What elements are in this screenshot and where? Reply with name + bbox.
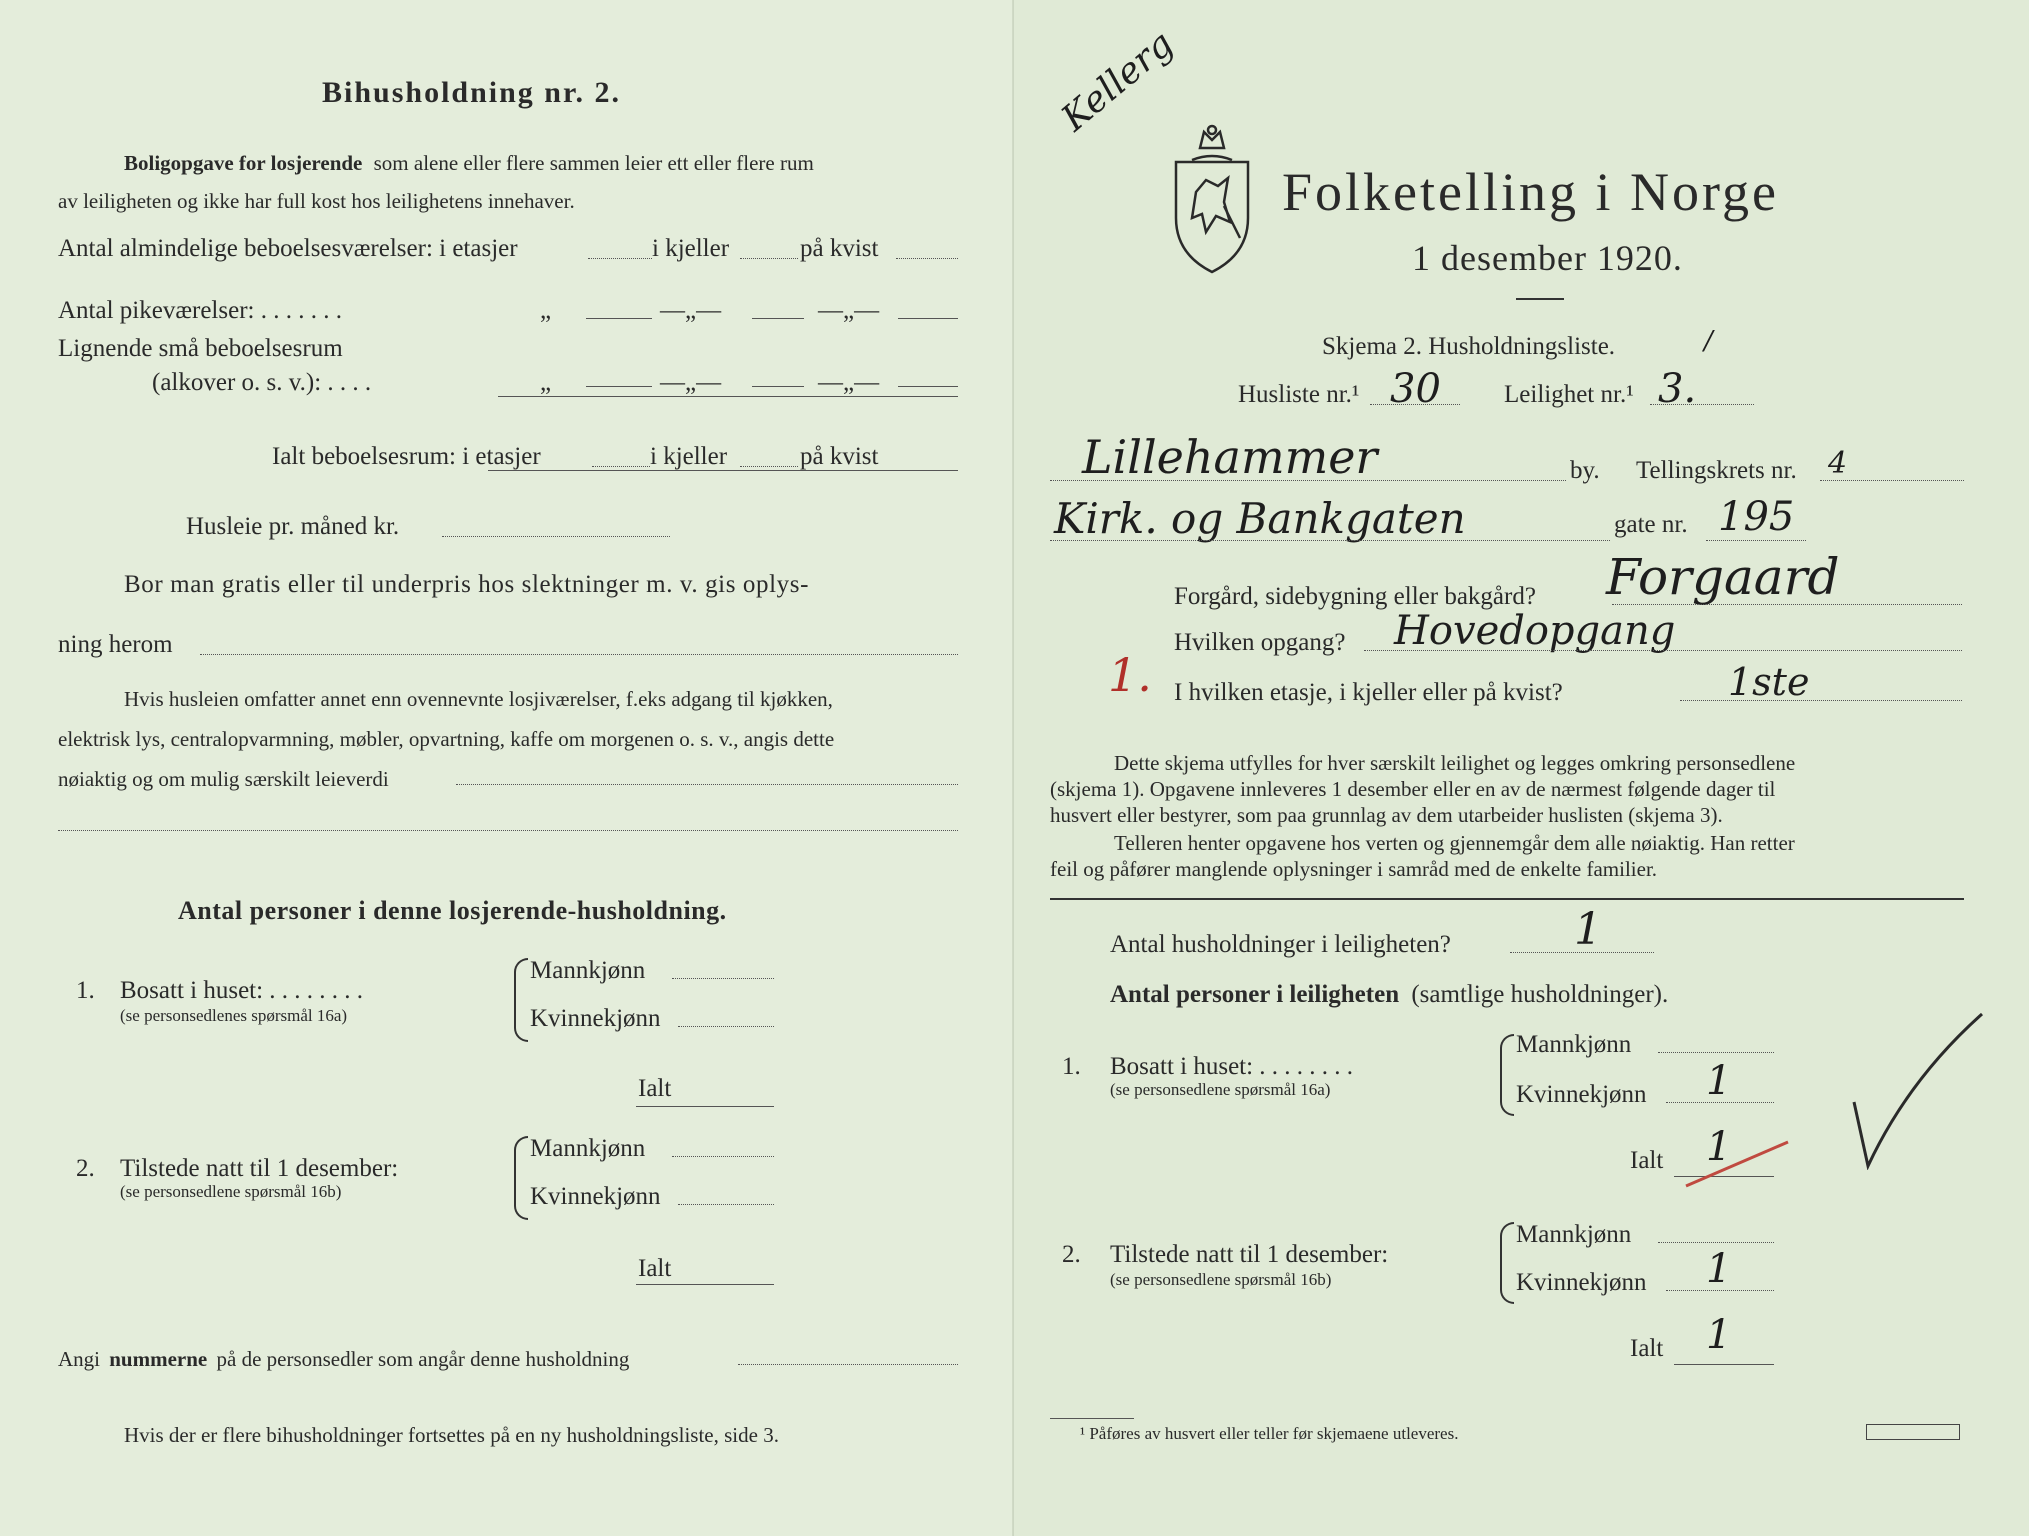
q1-brace	[514, 958, 528, 1042]
lign-kvist-field[interactable]	[898, 386, 958, 387]
angi-bold: nummerne	[109, 1347, 208, 1371]
husleie-label: Husleie pr. måned kr.	[186, 513, 400, 540]
tellingskrets-field[interactable]	[1820, 480, 1964, 481]
lignende-label-2: (alkover o. s. v.): . . . .	[152, 369, 372, 396]
lignende-total-line	[498, 396, 958, 397]
q1-mannkjonn-field[interactable]	[1658, 1052, 1774, 1053]
kjeller-field[interactable]	[740, 258, 798, 259]
q2-ialt-label: Ialt	[1630, 1335, 1664, 1362]
tellingskrets-value: 4	[1828, 446, 1848, 481]
q2-number: 2.	[76, 1155, 95, 1182]
opgang-value: Hovedopgang	[1394, 608, 1676, 654]
leilighet-field[interactable]	[1650, 404, 1754, 405]
dash-ditto: —„—	[818, 369, 880, 396]
info-line-5: feil og påfører manglende oplysninger i samråd med de enkelte familier.	[1050, 857, 1658, 881]
tellingskrets-label: Tellingskrets nr.	[1636, 457, 1797, 484]
antal-husholdninger-label: Antal husholdninger i leiligheten?	[1110, 931, 1451, 958]
q1-brace	[1500, 1034, 1514, 1116]
q1-label: Bosatt i huset: . . . . . . . .	[1110, 1053, 1354, 1080]
by-field[interactable]	[1050, 480, 1566, 481]
hvis-line-1: Hvis husleien omfatter annet enn ovennevnte losjiværelser, f.eks adgang til kjøkken,	[124, 687, 833, 711]
lign-etasjer-field[interactable]	[586, 386, 652, 387]
q1-kvinnekjonn-value: 1	[1706, 1058, 1732, 1104]
q1-ialt-value: 1	[1706, 1124, 1732, 1170]
margin-note: 1.	[1108, 648, 1152, 702]
nummerne-field[interactable]	[738, 1364, 958, 1365]
leilighet-value: 3.	[1658, 366, 1697, 412]
q2-sub: (se personsedlene spørsmål 16b)	[1110, 1270, 1332, 1289]
q1-number: 1.	[1062, 1053, 1081, 1080]
intro-line-1	[124, 150, 814, 176]
gate-nr-value: 195	[1718, 494, 1795, 540]
forgaard-field[interactable]	[1612, 604, 1962, 605]
left-heading: Bihusholdning nr. 2.	[322, 76, 622, 109]
gate-value: Kirk. og Bankgaten	[1054, 494, 1466, 543]
antal-personer-rest: (samtlige husholdninger).	[1411, 981, 1669, 1008]
corner-annotation: Kellerg	[1054, 23, 1182, 140]
by-label: by.	[1570, 457, 1600, 484]
check-mark-icon	[1848, 1010, 1988, 1170]
info-line-3: husvert eller bestyrer, som paa grunnlag av dem utarbeider huslisten (skjema 3).	[1050, 803, 1723, 827]
intro-rest: som alene eller flere sammen leier ett eller flere rum	[373, 151, 814, 175]
antal-personer-bold: Antal personer i leiligheten	[1110, 981, 1400, 1008]
q2-ialt-value: 1	[1706, 1312, 1732, 1358]
left-footer: Hvis der er flere bihusholdninger fortsettes på en ny husholdningsliste, side 3.	[124, 1423, 779, 1447]
q1-label: Bosatt i huset: . . . . . . . .	[120, 977, 364, 1004]
husliste-field[interactable]	[1370, 404, 1460, 405]
kvist-field[interactable]	[896, 258, 958, 259]
gate-nr-field[interactable]	[1706, 540, 1806, 541]
q1-sub: (se personsedlenes spørsmål 16a)	[120, 1006, 348, 1025]
leieverdi-field[interactable]	[456, 784, 958, 785]
etasjer-field[interactable]	[588, 258, 652, 259]
oplysning-field[interactable]	[200, 654, 958, 655]
gate-field[interactable]	[1050, 540, 1610, 541]
antal-almindelige-label: Antal almindelige beboelsesværelser: i etasjer	[58, 235, 518, 262]
q2-brace	[1500, 1222, 1514, 1304]
intro-bold: Boligopgave for losjerende	[124, 151, 363, 175]
right-page-husholdningsliste	[1014, 0, 2029, 1536]
angi-rest: på de personsedler som angår denne husholdning	[216, 1347, 630, 1371]
hvis-line-3: nøiaktig og om mulig særskilt leieverdi	[58, 767, 389, 791]
skjema-tick: /	[1704, 326, 1713, 356]
q1-ialt-label: Ialt	[638, 1075, 672, 1102]
leieverdi-field-2[interactable]	[58, 830, 958, 831]
i-kjeller-label: i kjeller	[652, 235, 730, 262]
pikevaerelser-label: Antal pikeværelser: . . . . . . .	[58, 297, 342, 324]
q2-kvinnekjonn-field[interactable]	[1666, 1290, 1774, 1291]
q1-ialt-label: Ialt	[1630, 1147, 1664, 1174]
info-line-1: Dette skjema utfylles for hver særskilt leilighet og legges omkring personsedlene	[1114, 751, 1796, 775]
antal-personer-heading: Antal personer i denne losjerende-husholdning.	[178, 896, 727, 925]
lignende-label-1: Lignende små beboelsesrum	[58, 335, 343, 362]
leilighet-label: Leilighet nr.¹	[1504, 381, 1634, 408]
q2-ialt-field[interactable]	[636, 1284, 774, 1285]
gate-nr-label: gate nr.	[1614, 511, 1688, 538]
bor-man-text: Bor man gratis eller til underpris hos slektninger m. v. gis oplys-	[124, 571, 810, 598]
info-line-4: Telleren henter opgavene hos verten og gjennemgår dem alle nøiaktig. Han retter	[1114, 831, 1795, 855]
red-strike-mark	[1682, 1138, 1794, 1190]
q1-sub: (se personsedlene spørsmål 16a)	[1110, 1080, 1331, 1099]
intro-line-2: av leiligheten og ikke har full kost hos leilighetens innehaver.	[58, 189, 575, 213]
form-title: Folketelling i Norge	[1282, 162, 1779, 222]
q2-label: Tilstede natt til 1 desember:	[1110, 1241, 1389, 1268]
etasje-label: I hvilken etasje, i kjeller eller på kvist?	[1174, 679, 1563, 706]
ditto-mark: „	[540, 369, 552, 396]
q2-number: 2.	[1062, 1241, 1081, 1268]
pike-etasjer-field[interactable]	[586, 318, 652, 319]
q2-sub: (se personsedlene spørsmål 16b)	[120, 1182, 342, 1201]
footnote-text: ¹ Påføres av husvert eller teller før skjemaene utleveres.	[1080, 1424, 1459, 1443]
q1-kvinnekjonn-label: Kvinnekjønn	[530, 1005, 661, 1032]
dash-ditto: —„—	[660, 297, 722, 324]
printer-stamp	[1866, 1424, 1960, 1440]
q1-mannkjonn-field[interactable]	[672, 978, 774, 979]
q1-kvinnekjonn-field[interactable]	[1666, 1102, 1774, 1103]
q2-kvinnekjonn-field[interactable]	[678, 1204, 774, 1205]
q2-mannkjonn-label: Mannkjønn	[1516, 1221, 1632, 1248]
angi-line	[58, 1346, 629, 1372]
pike-kvist-field[interactable]	[898, 318, 958, 319]
census-date: 1 desember 1920.	[1412, 238, 1683, 278]
q1-kvinnekjonn-field[interactable]	[678, 1026, 774, 1027]
q1-mannkjonn-label: Mannkjønn	[530, 957, 646, 984]
dash-ditto: —„—	[818, 297, 880, 324]
q2-mannkjonn-label: Mannkjønn	[530, 1135, 646, 1162]
title-divider	[1516, 298, 1564, 300]
antal-husholdninger-value: 1	[1574, 904, 1602, 955]
coat-of-arms-icon	[1166, 122, 1258, 276]
opgang-field[interactable]	[1364, 650, 1962, 651]
q2-label: Tilstede natt til 1 desember:	[120, 1155, 399, 1182]
paa-kvist-label: på kvist	[800, 443, 879, 470]
q2-kvinnekjonn-label: Kvinnekjønn	[1516, 1269, 1647, 1296]
antal-personer-line	[1110, 980, 1668, 1010]
q2-mannkjonn-field[interactable]	[1658, 1242, 1774, 1243]
lign-kjeller-field[interactable]	[752, 386, 804, 387]
opgang-label: Hvilken opgang?	[1174, 629, 1346, 656]
angi-word: Angi	[58, 1347, 100, 1371]
q1-kvinnekjonn-label: Kvinnekjønn	[1516, 1081, 1647, 1108]
forgaard-value: Forgaard	[1606, 548, 1840, 606]
pike-kjeller-field[interactable]	[752, 318, 804, 319]
dash-ditto: —„—	[660, 369, 722, 396]
q2-kvinnekjonn-value: 1	[1706, 1246, 1732, 1292]
antal-husholdninger-field[interactable]	[1510, 952, 1654, 953]
q1-mannkjonn-label: Mannkjønn	[1516, 1031, 1632, 1058]
husliste-value: 30	[1390, 366, 1441, 412]
skjema-label: Skjema 2. Husholdningsliste.	[1322, 333, 1616, 360]
q2-brace	[514, 1136, 528, 1220]
ialt-etasjer-field[interactable]	[592, 466, 650, 467]
q2-kvinnekjonn-label: Kvinnekjønn	[530, 1183, 661, 1210]
left-page-bihusholdning	[0, 0, 1014, 1536]
husleie-field[interactable]	[442, 536, 670, 537]
ialt-kjeller-field[interactable]	[740, 466, 798, 467]
husliste-label: Husliste nr.¹	[1238, 381, 1360, 408]
info-divider	[1050, 898, 1964, 900]
q2-mannkjonn-field[interactable]	[672, 1156, 774, 1157]
etasje-field[interactable]	[1680, 700, 1962, 701]
i-kjeller-label: i kjeller	[650, 443, 728, 470]
ialt-beboelsesrum-label: Ialt beboelsesrum: i etasjer	[272, 443, 541, 470]
footnote-rule	[1050, 1418, 1134, 1419]
forgaard-label: Forgård, sidebygning eller bakgård?	[1174, 583, 1536, 610]
ning-herom-text: ning herom	[58, 631, 173, 658]
q1-number: 1.	[76, 977, 95, 1004]
q1-ialt-field[interactable]	[636, 1106, 774, 1107]
info-line-2: (skjema 1). Opgavene innleveres 1 desember eller en av de nærmest følgende dager til	[1050, 777, 1776, 801]
paa-kvist-label: på kvist	[800, 235, 879, 262]
ditto-mark: „	[540, 297, 552, 324]
ialt-underline	[488, 470, 958, 471]
etasje-value: 1ste	[1728, 660, 1810, 704]
by-value: Lillehammer	[1082, 430, 1378, 484]
q2-ialt-field[interactable]	[1674, 1364, 1774, 1365]
q2-ialt-label: Ialt	[638, 1255, 672, 1282]
hvis-line-2: elektrisk lys, centralopvarmning, møbler, opvartning, kaffe om morgenen o. s. v., angis dette	[58, 727, 835, 751]
